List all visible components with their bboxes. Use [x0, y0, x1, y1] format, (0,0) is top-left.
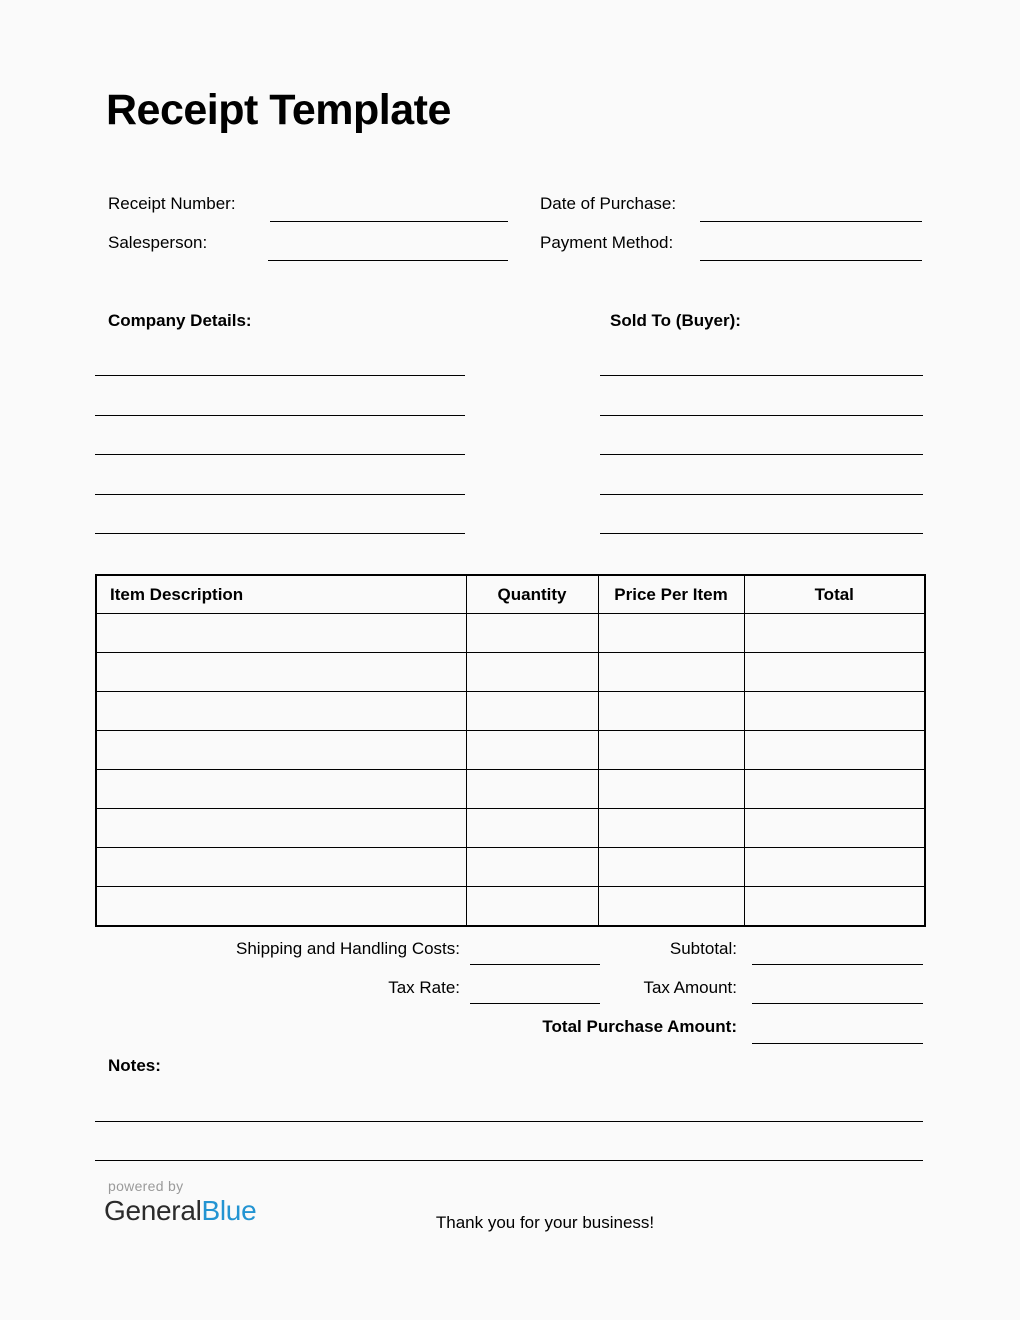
item-cell[interactable]	[466, 770, 598, 809]
item-cell[interactable]	[744, 731, 925, 770]
general-blue-logo	[104, 1195, 256, 1227]
total-purchase-amount-label: Total Purchase Amount:	[542, 1017, 737, 1036]
buyer-details-fields	[600, 375, 923, 540]
logo-general-text: General	[104, 1195, 202, 1226]
page-title: Receipt Template	[106, 86, 451, 134]
company-detail-line[interactable]	[95, 415, 465, 416]
item-cell[interactable]	[96, 692, 466, 731]
item-cell[interactable]	[96, 653, 466, 692]
notes-line[interactable]	[95, 1160, 923, 1161]
item-cell[interactable]	[598, 887, 744, 927]
tax-rate-label: Tax Rate:	[388, 978, 460, 997]
item-row	[96, 692, 925, 731]
item-cell[interactable]	[96, 614, 466, 653]
subtotal-label: Subtotal:	[669, 939, 737, 958]
item-cell[interactable]	[96, 731, 466, 770]
item-cell[interactable]	[96, 809, 466, 848]
items-header-row	[96, 575, 925, 614]
item-cell[interactable]	[466, 809, 598, 848]
item-cell[interactable]	[598, 770, 744, 809]
item-cell[interactable]	[598, 809, 744, 848]
item-cell[interactable]	[466, 731, 598, 770]
tax-rate-field[interactable]	[470, 1003, 600, 1004]
item-cell[interactable]	[466, 692, 598, 731]
item-cell[interactable]	[598, 848, 744, 887]
item-cell[interactable]	[598, 614, 744, 653]
item-cell[interactable]	[598, 653, 744, 692]
receipt-number-field[interactable]	[270, 221, 508, 222]
company-detail-line[interactable]	[95, 375, 465, 376]
buyer-detail-line[interactable]	[600, 454, 923, 455]
item-cell[interactable]	[466, 614, 598, 653]
thank-you-message: Thank you for your business!	[435, 1213, 655, 1232]
date-of-purchase-label: Date of Purchase:	[540, 194, 677, 213]
subtotal-field[interactable]	[752, 964, 923, 965]
tax-amount-field[interactable]	[752, 1003, 923, 1004]
column-header-item-description: Item Description	[96, 575, 466, 614]
item-cell[interactable]	[744, 653, 925, 692]
company-details-heading: Company Details:	[108, 311, 252, 330]
column-header-price-per-item: Price Per Item	[598, 575, 744, 614]
item-cell[interactable]	[96, 848, 466, 887]
shipping-handling-field[interactable]	[470, 964, 600, 965]
item-cell[interactable]	[744, 614, 925, 653]
item-cell[interactable]	[744, 770, 925, 809]
item-cell[interactable]	[744, 887, 925, 927]
buyer-detail-line[interactable]	[600, 494, 923, 495]
notes-line[interactable]	[95, 1121, 923, 1122]
item-cell[interactable]	[744, 848, 925, 887]
item-row	[96, 653, 925, 692]
item-cell[interactable]	[744, 692, 925, 731]
item-cell[interactable]	[598, 731, 744, 770]
column-header-quantity: Quantity	[466, 575, 598, 614]
item-cell[interactable]	[598, 692, 744, 731]
item-row	[96, 848, 925, 887]
company-detail-line[interactable]	[95, 454, 465, 455]
company-details-fields	[95, 375, 465, 540]
payment-method-field[interactable]	[700, 260, 922, 261]
powered-by-text: powered by	[108, 1178, 184, 1194]
salesperson-field[interactable]	[268, 260, 508, 261]
notes-fields	[95, 1121, 923, 1166]
tax-amount-label: Tax Amount:	[643, 978, 737, 997]
item-cell[interactable]	[466, 887, 598, 927]
item-row	[96, 809, 925, 848]
salesperson-label: Salesperson:	[108, 233, 208, 252]
column-header-total: Total	[744, 575, 925, 614]
item-cell[interactable]	[96, 770, 466, 809]
notes-label: Notes:	[108, 1056, 161, 1075]
item-row	[96, 770, 925, 809]
logo-blue-text: Blue	[201, 1195, 257, 1226]
buyer-detail-line[interactable]	[600, 533, 923, 534]
company-detail-line[interactable]	[95, 494, 465, 495]
item-row	[96, 887, 925, 927]
total-purchase-amount-field[interactable]	[752, 1043, 923, 1044]
payment-method-label: Payment Method:	[540, 233, 674, 252]
shipping-handling-label: Shipping and Handling Costs:	[236, 939, 460, 958]
item-cell[interactable]	[466, 848, 598, 887]
items-table	[95, 574, 926, 927]
item-row	[96, 614, 925, 653]
receipt-number-label: Receipt Number:	[108, 194, 236, 213]
item-cell[interactable]	[466, 653, 598, 692]
sold-to-buyer-heading: Sold To (Buyer):	[610, 311, 741, 330]
company-detail-line[interactable]	[95, 533, 465, 534]
item-cell[interactable]	[96, 887, 466, 927]
buyer-detail-line[interactable]	[600, 375, 923, 376]
item-cell[interactable]	[744, 809, 925, 848]
date-of-purchase-field[interactable]	[700, 221, 922, 222]
buyer-detail-line[interactable]	[600, 415, 923, 416]
item-row	[96, 731, 925, 770]
